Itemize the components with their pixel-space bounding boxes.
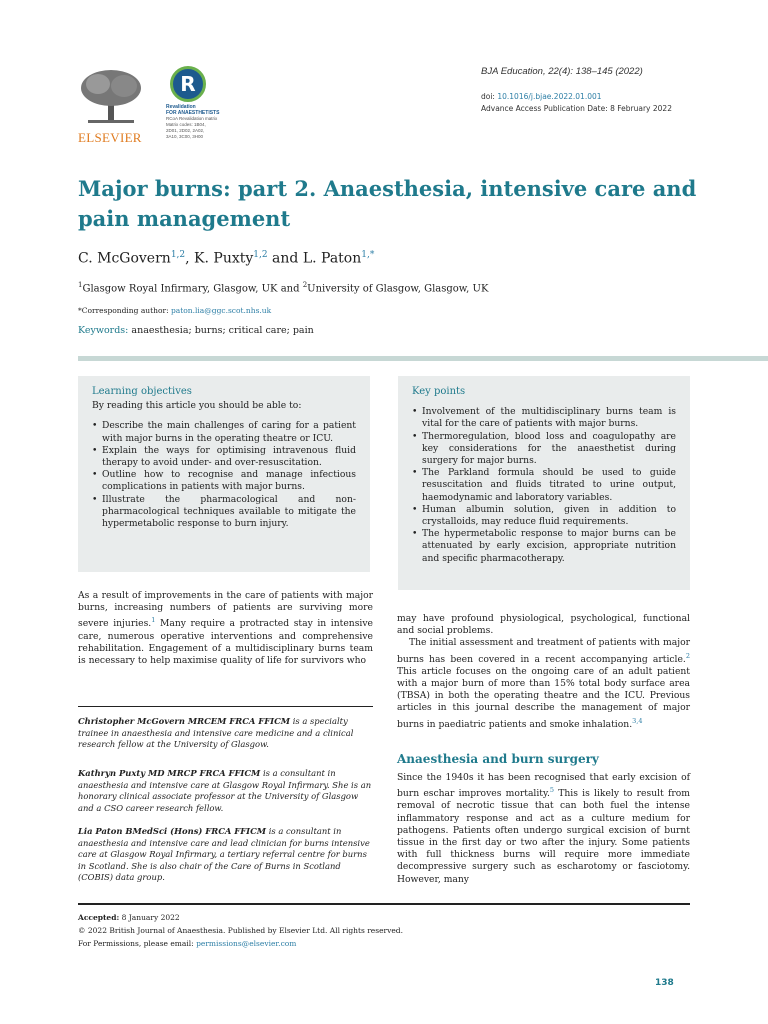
list-item: • Describe the main challenges of caring for a patient with major burns in the operating theatre or ICU. <box>92 420 356 444</box>
list-item: • Thermoregulation, blood loss and coagulopathy are key considerations for the anaesthetist during surgery for major burns. <box>412 431 676 468</box>
section-heading: Anaesthesia and burn surgery <box>397 752 599 766</box>
revalidation-title: Revalidation FOR ANAESTHETISTS <box>166 104 220 116</box>
keywords <box>78 325 314 336</box>
author-list: C. McGovern$^{1,2}$, K. Puxty$^{1,2}$ and L. Paton$^{1,*}$ <box>78 250 375 267</box>
body-paragraph-intro: As a result of improvements in the care of patients with major burns, increasing numbers of patients are surviving more severe injuries.$^1$ Many require a protracted stay in intensive care, numerous operative interventions and comprehensive rehabilitation. Engagement of a multidisciplinary burns team is necessary to help maximise quality of life for survivors who <box>78 590 373 667</box>
advance-access-date: Advance Access Publication Date: 8 February 2022 <box>481 104 672 113</box>
learning-objectives-list <box>92 420 356 530</box>
author-affil-sup[interactable]: 1,* <box>361 250 375 260</box>
learning-objectives-intro: By reading this article you should be able to: <box>92 400 302 412</box>
elsevier-tree-icon <box>78 68 144 124</box>
list-item: • Human albumin solution, given in addition to crystalloids, may reduce fluid requirements. <box>412 504 676 528</box>
body-paragraph-continued: may have profound physiological, psychological, functional and social problems. The initial assessment and treatment of patients with major burns has been covered in a recent accompanying article.$^2$ This article focuses on the ongoing care of an adult patient with a major burn of more than 15% total body surface area (TBSA) in both the operating theatre and the ICU. Previous articles in this journal describe the management of major burns in paediatric patients and smoke inhalation.$^{3,4}$ <box>397 613 690 730</box>
author-bio: Kathryn Puxty MD MRCP FRCA FFICM is a consultant in anaesthesia and intensive care at Glasgow Royal Infirmary. She is an honorary clinical associate professor at the University of Glasgow and a CSO career research fellow. <box>78 768 372 813</box>
citation-ref[interactable]: 3,4 <box>632 716 643 725</box>
list-item: • The Parkland formula should be used to guide resuscitation and fluids titrated to urine output, haemodynamic and laboratory variables. <box>412 467 676 504</box>
affiliations: $^1$Glasgow Royal Infirmary, Glasgow, UK and $^2$University of Glasgow, Glasgow, UK <box>78 281 489 295</box>
accepted-date: Accepted: 8 January 2022 <box>78 913 180 922</box>
author-affil-sup[interactable]: 1,2 <box>253 250 268 260</box>
list-item: • Involvement of the multidisciplinary burns team is vital for the care of patients with major burns. <box>412 406 676 430</box>
citation-ref[interactable]: 2 <box>685 651 690 660</box>
header-divider <box>78 356 768 361</box>
corresponding-email-link[interactable]: paton.lia@ggc.scot.nhs.uk <box>170 306 272 315</box>
body-paragraph: The initial assessment and treatment of patients with major burns has been covered in a recent accompanying article.$^2$ This article focuses on the ongoing care of an adult patient with a major burn of more than 15% total body surface area (TBSA) in both the operating theatre and the ICU. Previous articles in this journal describe the management of major burns in paediatric patients and smoke inhalation.$^{3,4}$ <box>397 637 690 730</box>
learning-objectives-heading: Learning objectives <box>92 386 192 397</box>
list-item: • Explain the ways for optimising intravenous fluid therapy to avoid under- and over-resuscitation. <box>92 445 356 469</box>
journal-citation: BJA Education, 22(4): 138–145 (2022) <box>481 66 643 77</box>
corresponding-author: *Corresponding author: paton.lia@ggc.scot.nhs.uk <box>78 306 272 315</box>
bio-divider <box>78 706 373 707</box>
revalidation-r-icon: R <box>170 66 206 102</box>
key-points-list <box>412 406 676 565</box>
author-name: K. Puxty <box>194 250 254 267</box>
list-item: • Illustrate the pharmacological and non-pharmacological techniques available to mitigate the hypermetabolic response to burn injury. <box>92 494 356 531</box>
page-number: 138 <box>655 978 674 988</box>
body-paragraph: Since the 1940s it has been recognised that early excision of burn eschar improves mortality.$^5$ This is likely to result from removal of necrotic tissue that can both fuel the intense inflammatory response and act as a culture medium for pathogens. Patients often undergo surgical excision of burnt tissue in the first day or two after the injury. Some patients with full thickness burns will require more immediate decompressive surgery such as escharotomy or fasciotomy. However, many <box>397 772 690 885</box>
revalidation-codes: RCoA Revalidation matrix Matrix codes: 1B04, 2D01, 2D02, 2A02, 3A10, 3C00, 3H00 <box>166 116 218 139</box>
elsevier-wordmark: ELSEVIER <box>78 130 142 145</box>
keywords-label: Keywords: <box>78 325 129 336</box>
footer-divider <box>78 903 690 905</box>
citation-ref[interactable]: 5 <box>549 786 555 795</box>
doi-line <box>481 92 602 101</box>
author-name: C. McGovern <box>78 250 171 267</box>
revalidation-logo <box>166 66 226 152</box>
list-item: • The hypermetabolic response to major burns can be attenuated by early excision, appropriate nutrition and specific pharmacotherapy. <box>412 528 676 565</box>
doi-label: doi: <box>481 92 495 101</box>
learning-objectives-box <box>78 376 370 572</box>
author-bio: Christopher McGovern MRCEM FRCA FFICM is a specialty trainee in anaesthesia and intensive care medicine and a clinical research fellow at the University of Glasgow. <box>78 716 354 750</box>
doi-link[interactable]: 10.1016/j.bjae.2022.01.001 <box>497 92 602 101</box>
elsevier-logo <box>78 68 144 144</box>
list-item: • Outline how to recognise and manage infectious complications in patients with major burns. <box>92 469 356 493</box>
copyright: © 2022 British Journal of Anaesthesia. Published by Elsevier Ltd. All rights reserved. <box>78 926 403 935</box>
key-points-box <box>398 376 690 590</box>
article-title: Major burns: part 2. Anaesthesia, intensive care and pain management <box>78 176 697 231</box>
key-points-heading: Key points <box>412 386 466 397</box>
author-bio: Lia Paton BMedSci (Hons) FRCA FFICM is a consultant in anaesthesia and intensive care and lead clinician for burns intensive care at Glasgow Royal Infirmary, a tertiary referral centre for burns in Scotland. She is also chair of the Care of Burns in Scotland (COBIS) data group. <box>78 826 370 883</box>
permissions: For Permissions, please email: permissions@elsevier.com <box>78 939 297 948</box>
citation-ref[interactable]: 1 <box>151 616 156 625</box>
keywords-list: anaesthesia; burns; critical care; pain <box>128 325 314 336</box>
author-name: L. Paton <box>302 250 362 267</box>
author-affil-sup[interactable]: 1,2 <box>170 250 186 260</box>
permissions-email-link[interactable]: permissions@elsevier.com <box>196 939 297 948</box>
